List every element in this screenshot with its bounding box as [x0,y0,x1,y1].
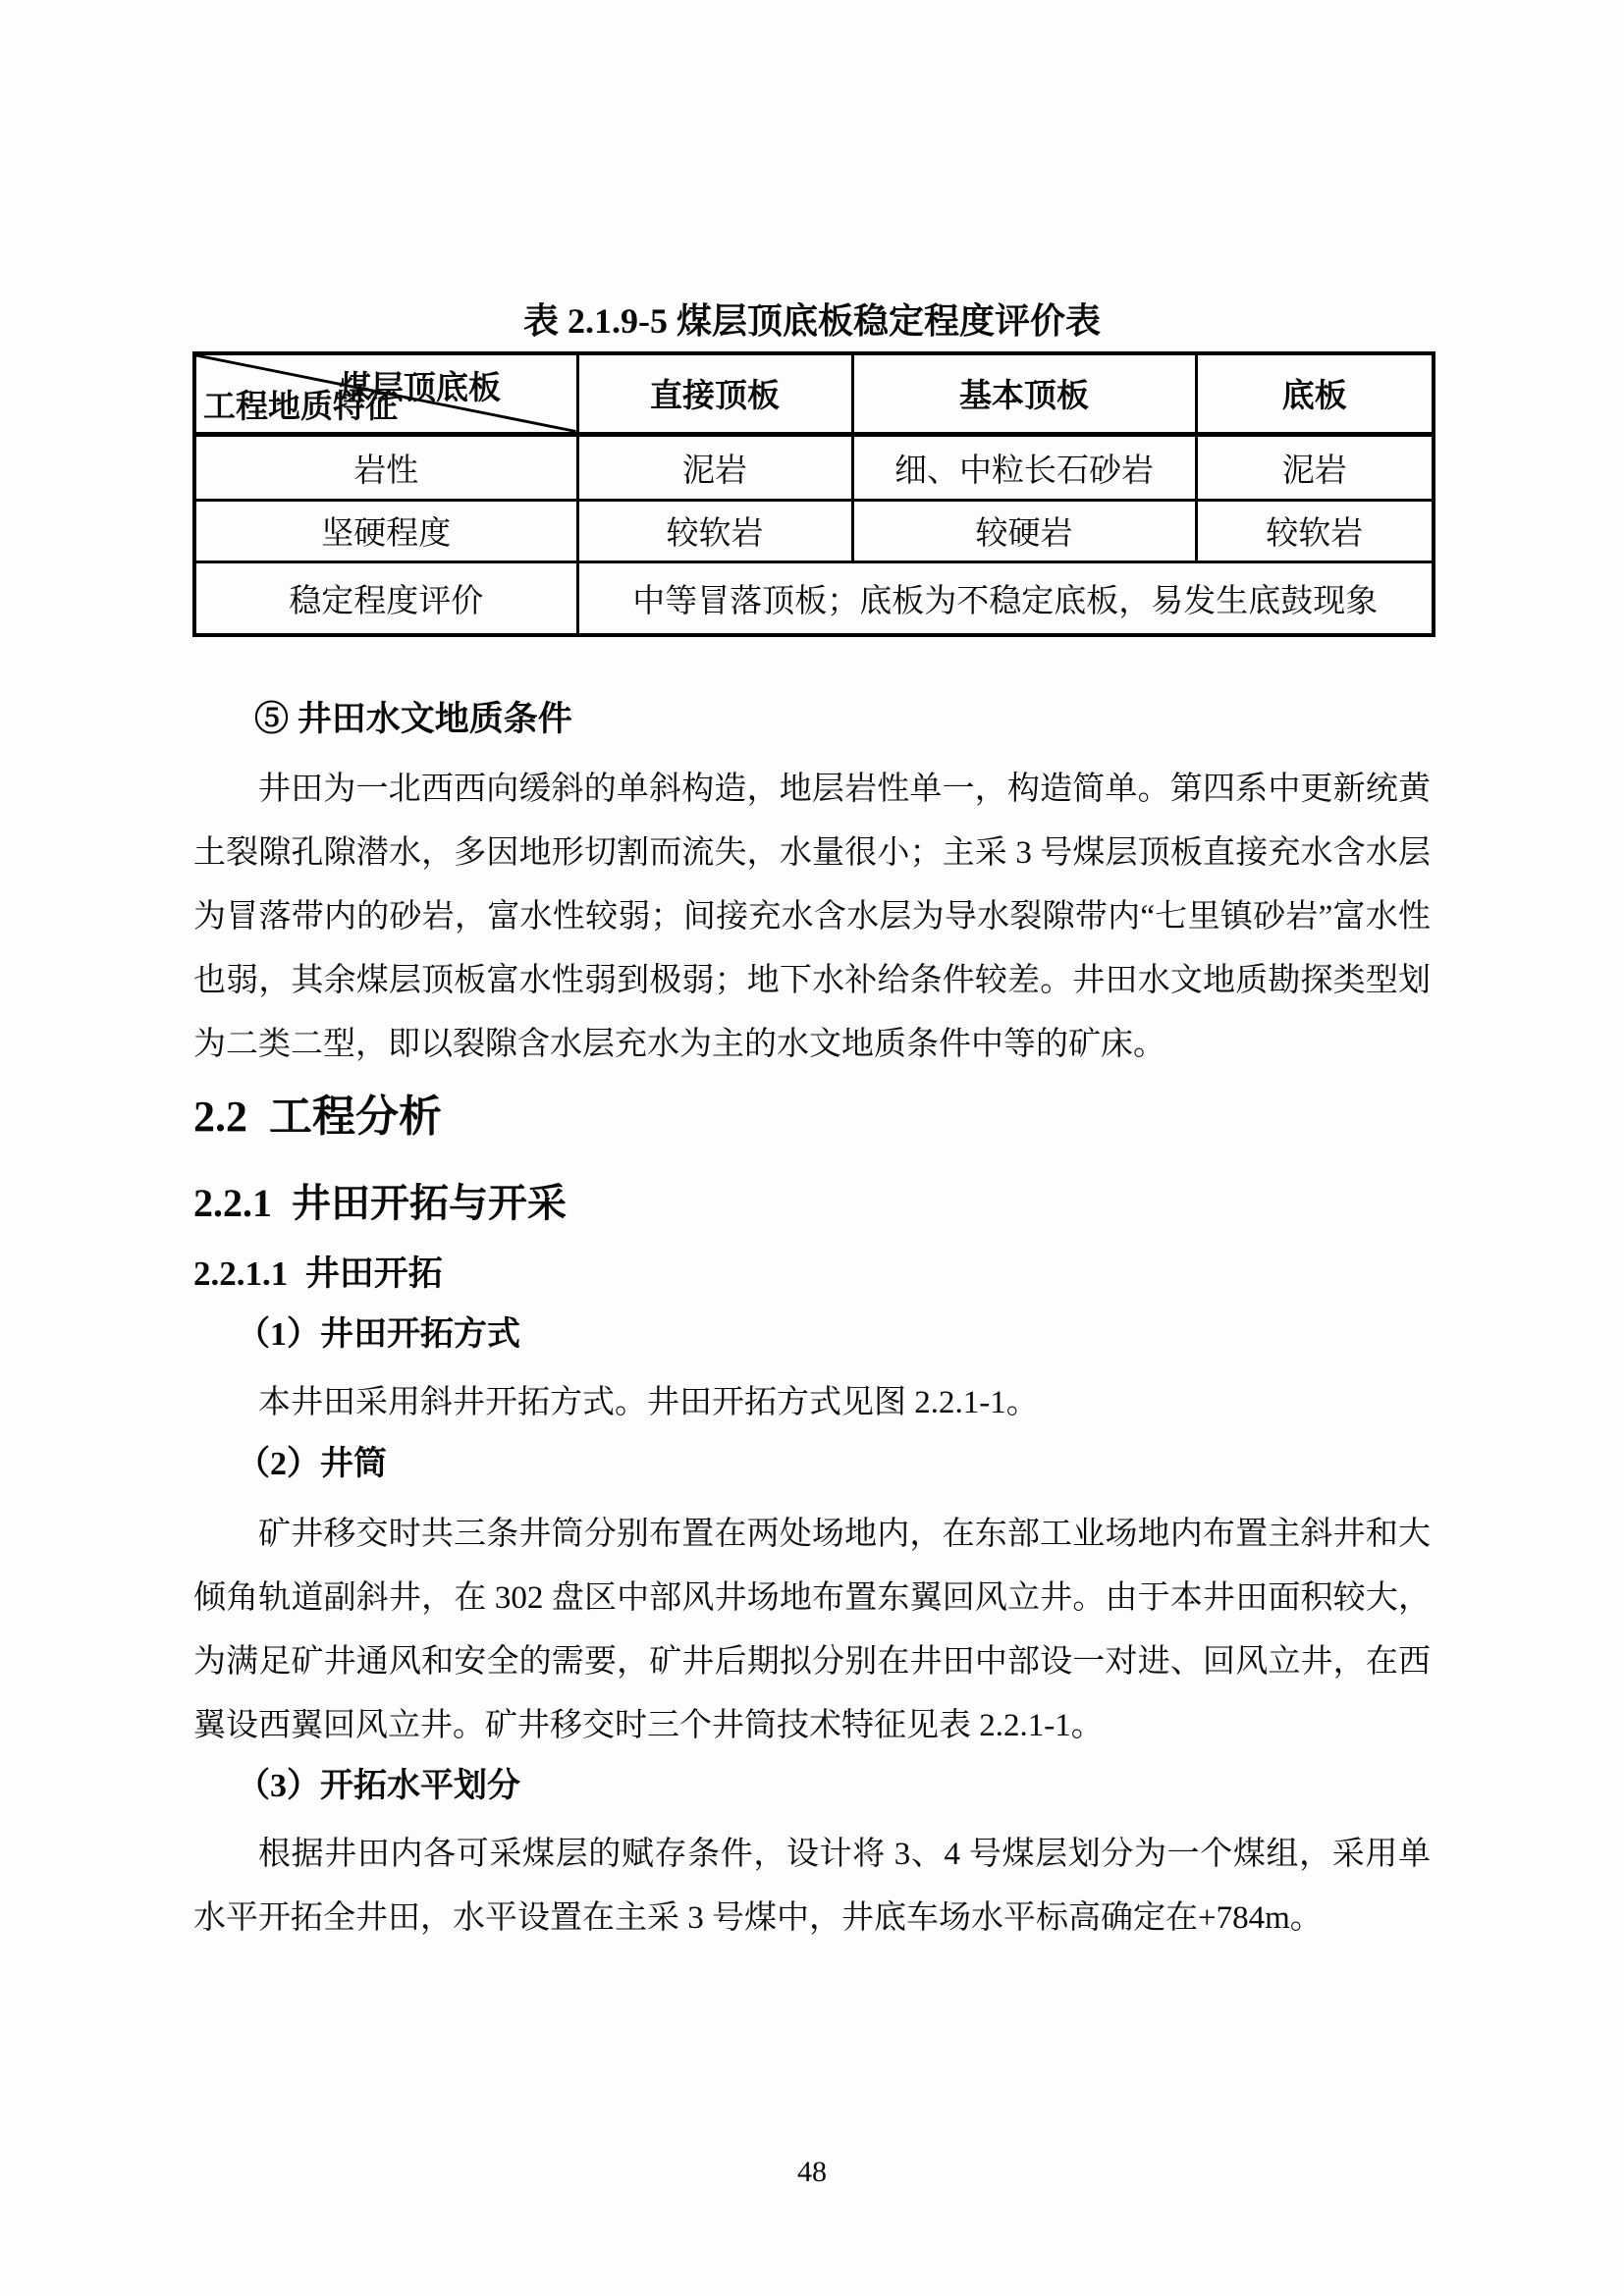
subheading-shafts: （2）井筒 [237,1446,387,1482]
paragraph-shafts: 矿井移交时共三条井筒分别布置在两处场地内，在东部工业场地内布置主斜井和大倾角轨道副斜井，在 302 盘区中部风井场地布置东翼回风立井。由于本井田面积较大，为满足矿井通风和安全的需要，矿井后期拟分别在井田中部设一对进、回风立井，在西翼设西翼回风立井。矿井移交时三个井筒技术特征见表 2.2.1-1。 [193,1517,1431,1743]
cell-value: 较软岩 [577,500,852,561]
table-row-stability [194,561,1434,635]
heading-2-2-1-1-development: 2.2.1.1 井田开拓 [193,1255,443,1293]
diagonal-header-bottom-label: 工程地质特征 [203,389,398,425]
paragraph-development-method: 本井田采用斜井开拓方式。井田开拓方式见图 2.2.1-1。 [258,1385,1039,1420]
cell-value: 泥岩 [577,434,852,500]
paragraph-level-division: 根据井田内各可采煤层的赋存条件，设计将 3、4 号煤层划分为一个煤组，采用单水平开拓全井田，水平设置在主采 3 号煤中，井底车场水平标高确定在+784m。 [193,1837,1431,1936]
merged-cell-value: 中等冒落顶板；底板为不稳定底板，易发生底鼓现象 [577,561,1434,635]
diagonal-header-top-label: 煤层顶底板 [339,371,501,406]
cell-value: 细、中粒长石砂岩 [852,434,1196,500]
table-row-hardness [194,500,1434,561]
cell-value: 泥岩 [1196,434,1434,500]
subheading-level-division: （3）开拓水平划分 [237,1768,520,1804]
table-title: 表 2.1.9-5 煤层顶底板稳定程度评价表 [523,301,1101,341]
heading-2-2-1-development-and-mining: 2.2.1 井田开拓与开采 [193,1181,567,1225]
column-header-floor: 底板 [1196,353,1434,434]
cell-value: 较软岩 [1196,500,1434,561]
stability-evaluation-table [192,351,1435,637]
table-header-row [194,353,1434,434]
row-label: 坚硬程度 [194,500,577,561]
row-label: 稳定程度评价 [194,561,577,635]
section-heading-hydrogeology: ⑤ 井田水文地质条件 [254,700,572,738]
row-label: 岩性 [194,434,577,500]
column-header-basic-roof: 基本顶板 [852,353,1196,434]
page-number: 48 [797,2156,827,2188]
column-header-direct-roof: 直接顶板 [577,353,852,434]
heading-2-2-engineering-analysis: 2.2 工程分析 [193,1093,442,1141]
paragraph-hydrogeology: 井田为一北西西向缓斜的单斜构造，地层岩性单一，构造简单。第四系中更新统黄土裂隙孔隙潜水，多因地形切割而流失，水量很小；主采 3 号煤层顶板直接充水含水层为冒落带内的砂岩，富水性较弱；间接充水含水层为导水裂隙带内“七里镇砂岩”富水性也弱，其余煤层顶板富水性弱到极弱；地下水补给条件较差。井田水文地质勘探类型划为二类二型，即以裂隙含水层充水为主的水文地质条件中等的矿床。 [193,772,1431,1062]
subheading-development-method: （1）井田开拓方式 [237,1316,520,1353]
table-row-lithology [194,434,1434,500]
cell-value: 较硬岩 [852,500,1196,561]
diagonal-header-cell [194,353,577,434]
